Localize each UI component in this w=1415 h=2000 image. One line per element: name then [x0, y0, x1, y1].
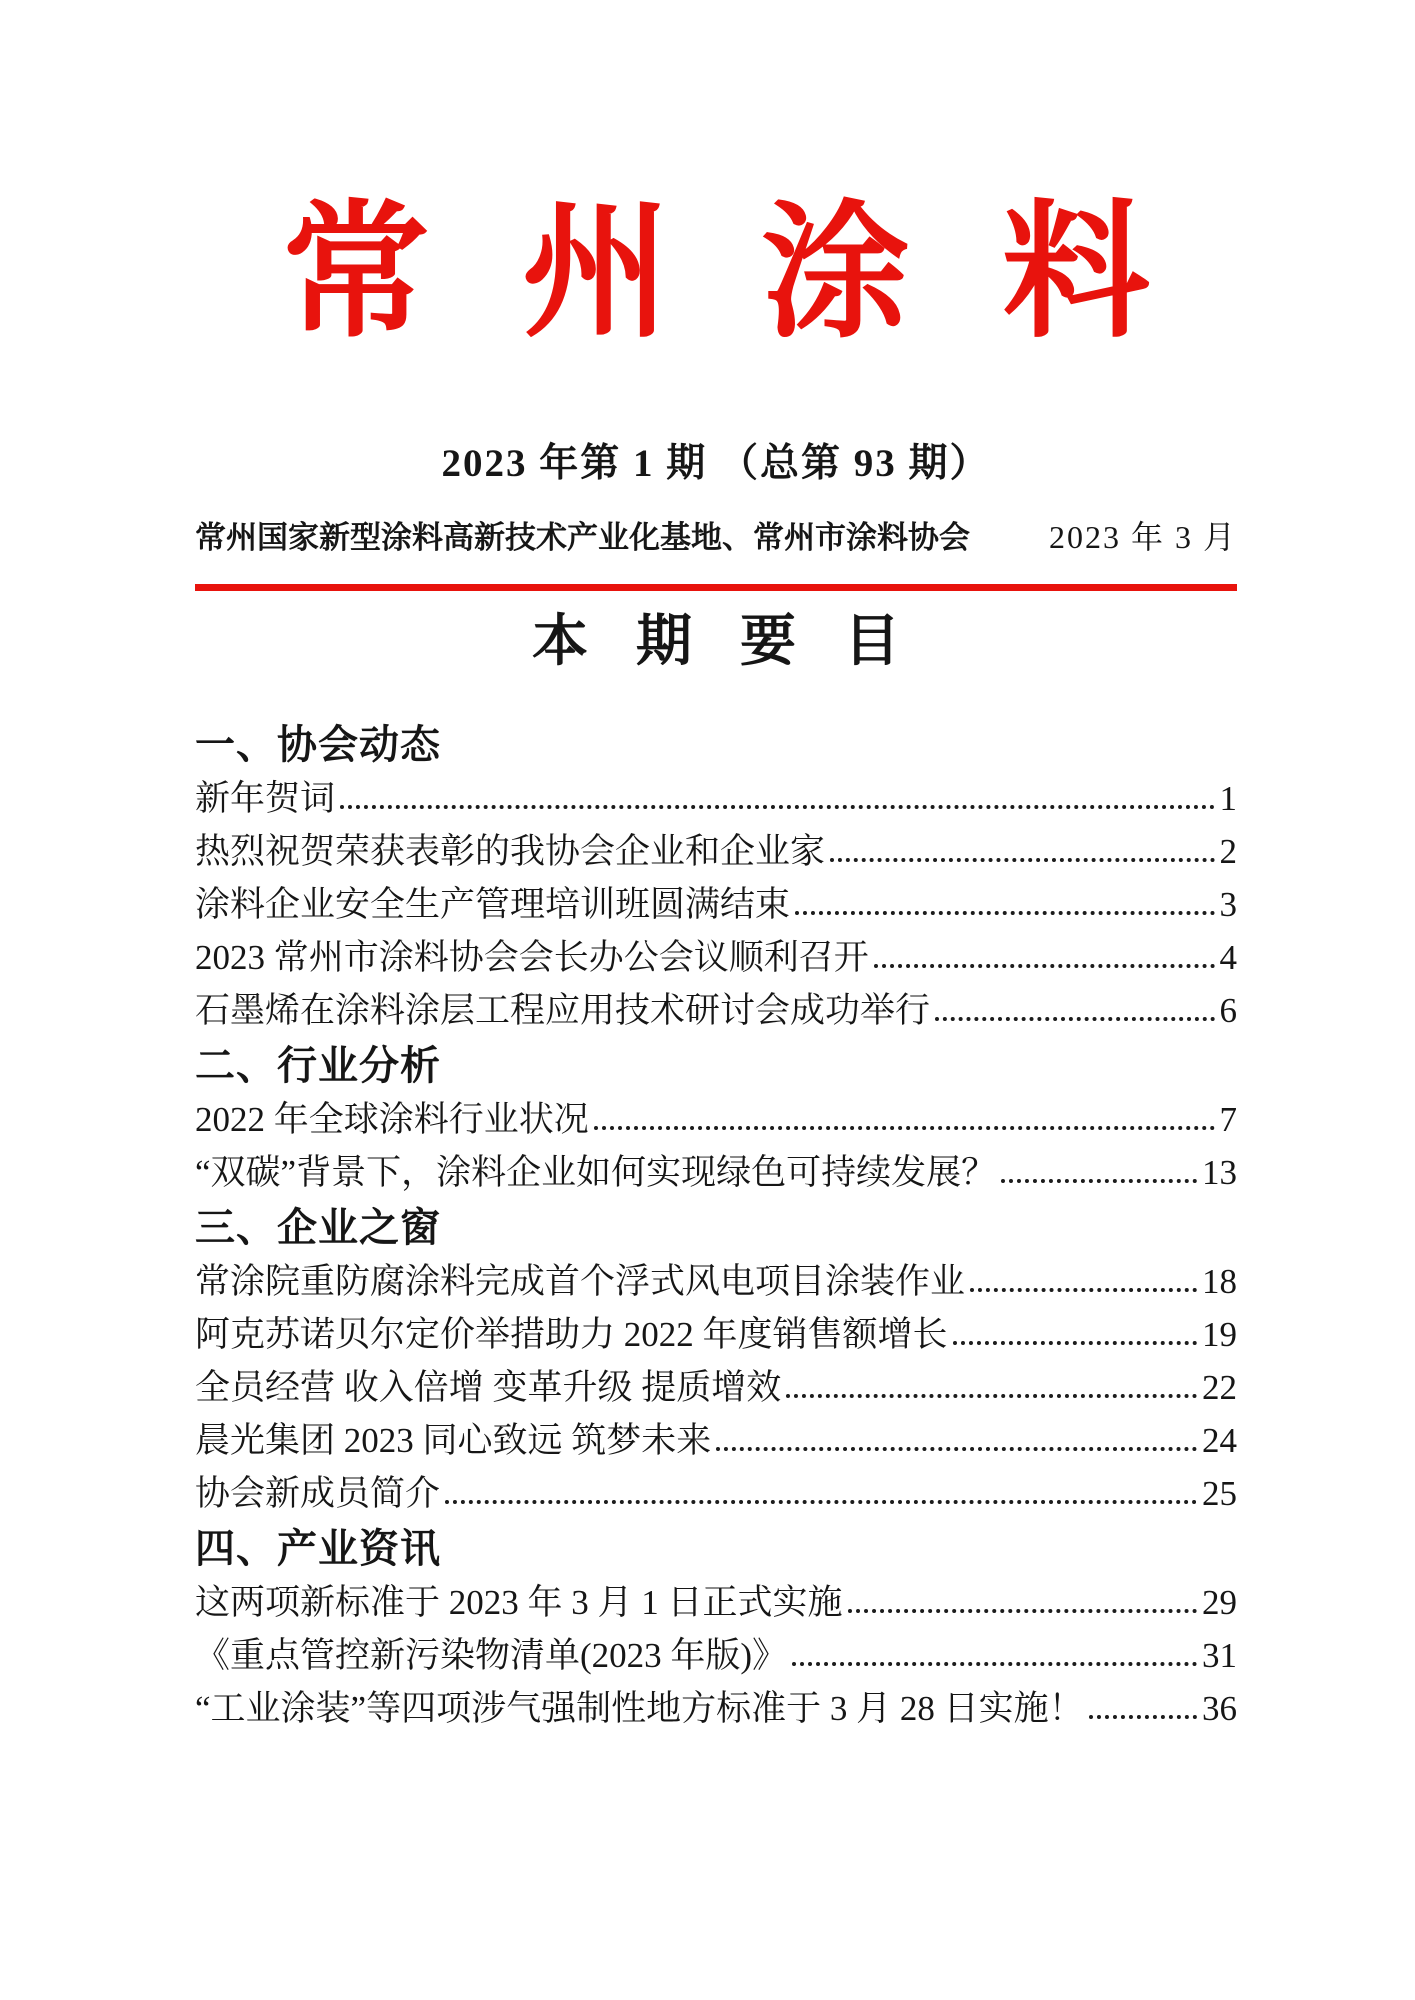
toc-section	[195, 1206, 1237, 1514]
dot-leader	[340, 805, 1214, 809]
toc-section-items	[195, 1262, 1237, 1514]
toc-entry-title: 涂料企业安全生产管理培训班圆满结束	[195, 885, 791, 925]
issue-line: 2023 年第 1 期 （总第 93 期）	[441, 441, 991, 485]
toc-entry-title: 全员经营 收入倍增 变革升级 提质增效	[195, 1368, 782, 1408]
dot-leader	[716, 1447, 1197, 1451]
toc-entry-page: 7	[1219, 1100, 1237, 1140]
dot-leader	[795, 911, 1214, 915]
newsletter-title: 常州涂料	[282, 192, 1242, 356]
toc-entry-title: 石墨烯在涂料涂层工程应用技术研讨会成功举行	[195, 991, 931, 1031]
toc-entry-title: 阿克苏诺贝尔定价举措助力 2022 年度销售额增长	[195, 1315, 948, 1355]
toc-entry-page: 18	[1202, 1262, 1237, 1302]
dot-leader	[1089, 1715, 1197, 1719]
toc-entry-title: 常涂院重防腐涂料完成首个浮式风电项目涂装作业	[195, 1262, 966, 1302]
toc-entry-page: 6	[1219, 991, 1237, 1031]
toc-entry-page: 22	[1202, 1368, 1237, 1408]
toc-entry	[195, 1421, 1237, 1461]
toc-section-items	[195, 779, 1237, 1031]
toc-entry-title: 2023 常州市涂料协会会长办公会议顺利召开	[195, 938, 869, 978]
toc-entry-page: 13	[1202, 1153, 1237, 1193]
toc-entry	[195, 991, 1237, 1031]
toc-entry-page: 19	[1202, 1315, 1237, 1355]
toc-entry	[195, 1636, 1237, 1676]
dot-leader	[445, 1500, 1197, 1504]
dot-leader	[874, 964, 1215, 968]
toc-entry-page: 25	[1202, 1474, 1237, 1514]
toc-entry	[195, 832, 1237, 872]
toc-entry-page: 1	[1219, 779, 1237, 819]
toc-entry	[195, 1262, 1237, 1302]
dot-leader	[848, 1609, 1197, 1613]
dot-leader	[830, 858, 1214, 862]
toc-section	[195, 1044, 1237, 1193]
dot-leader	[935, 1017, 1214, 1021]
toc-section	[195, 1527, 1237, 1729]
toc-entry-title: “双碳”背景下，涂料企业如何实现绿色可持续发展？	[195, 1153, 997, 1193]
toc-entry-title: 协会新成员简介	[195, 1474, 441, 1514]
toc-section-items	[195, 1100, 1237, 1193]
toc-section-heading: 四、产业资讯	[195, 1527, 441, 1572]
toc-entry	[195, 1315, 1237, 1355]
toc-entry-page: 3	[1219, 885, 1237, 925]
red-divider-rule	[195, 584, 1237, 591]
toc-entry-title: “工业涂装”等四项涉气强制性地方标准于 3 月 28 日实施！	[195, 1689, 1084, 1729]
toc-entry-page: 31	[1202, 1636, 1237, 1676]
toc-entry-page: 36	[1202, 1689, 1237, 1729]
publisher-row	[195, 518, 1237, 556]
toc-entry	[195, 1153, 1237, 1193]
dot-leader	[970, 1288, 1197, 1292]
toc-section-heading: 二、行业分析	[195, 1044, 441, 1089]
toc-entry	[195, 1583, 1237, 1623]
toc-entry-title: 2022 年全球涂料行业状况	[195, 1100, 589, 1140]
masthead	[195, 175, 1242, 591]
dot-leader	[594, 1126, 1215, 1130]
toc-entry-title: 热烈祝贺荣获表彰的我协会企业和企业家	[195, 832, 826, 872]
toc-entry-title: 《重点管控新污染物清单(2023 年版)》	[195, 1636, 788, 1676]
dot-leader	[953, 1341, 1197, 1345]
toc-section	[195, 723, 1237, 1031]
toc-entry-page: 2	[1219, 832, 1237, 872]
toc-entry-title: 晨光集团 2023 同心致远 筑梦未来	[195, 1421, 712, 1461]
toc-entry-page: 4	[1219, 938, 1237, 978]
toc-entry-title: 新年贺词	[195, 779, 336, 819]
dot-leader	[792, 1662, 1197, 1666]
toc-entry	[195, 1474, 1237, 1514]
toc-entry-page: 29	[1202, 1583, 1237, 1623]
toc-entry	[195, 779, 1237, 819]
publication-date: 2023 年 3 月	[1048, 518, 1237, 555]
toc-entry	[195, 1368, 1237, 1408]
publisher-names: 常州国家新型涂料高新技术产业化基地、常州市涂料协会	[195, 519, 970, 555]
toc-entry	[195, 1100, 1237, 1140]
toc-section-heading: 一、协会动态	[195, 723, 441, 768]
toc-section-items	[195, 1583, 1237, 1729]
toc-entry-page: 24	[1202, 1421, 1237, 1461]
toc-entry	[195, 1689, 1237, 1729]
dot-leader	[1001, 1179, 1197, 1183]
table-of-contents	[195, 723, 1237, 1729]
toc-section-heading: 三、企业之窗	[195, 1206, 441, 1251]
toc-entry	[195, 885, 1237, 925]
toc-entry	[195, 938, 1237, 978]
toc-title: 本期要目	[532, 608, 948, 672]
toc-entry-title: 这两项新标准于 2023 年 3 月 1 日正式实施	[195, 1583, 843, 1623]
dot-leader	[786, 1394, 1197, 1398]
